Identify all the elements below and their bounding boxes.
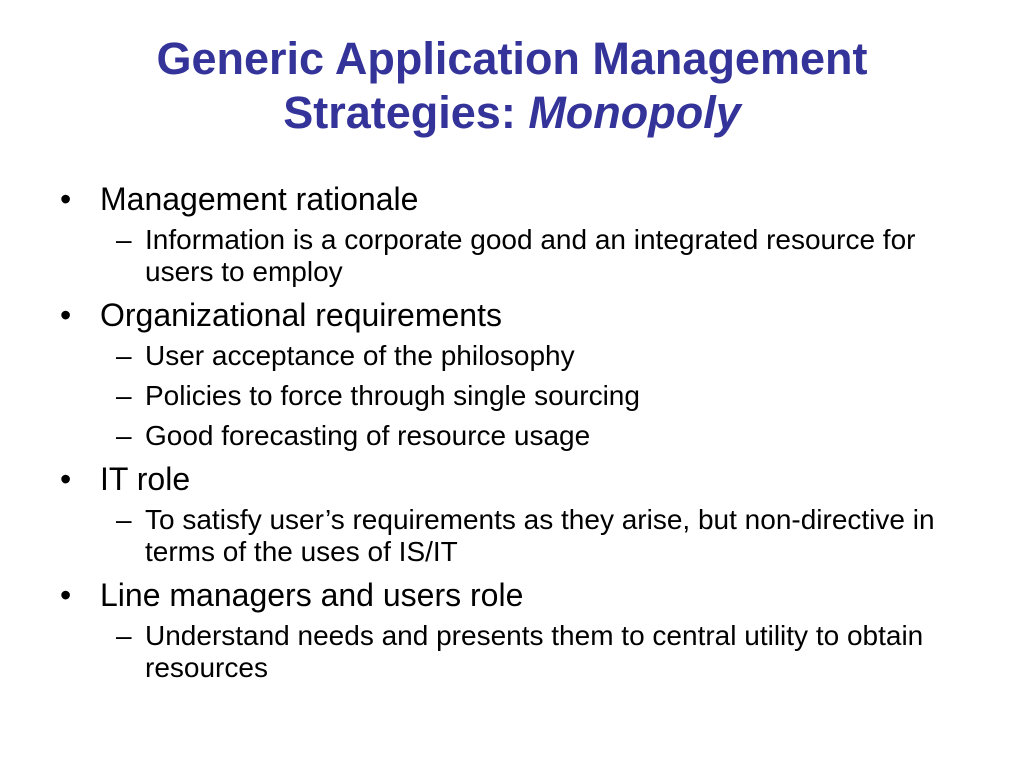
bullet-icon: • — [60, 181, 72, 217]
slide-title — [0, 32, 1024, 140]
dash-icon: – — [116, 620, 132, 651]
sub-bullet — [0, 620, 975, 684]
bullet-icon: • — [60, 577, 72, 613]
bullet-organizational-requirements — [0, 296, 960, 334]
sub-bullet-text: User acceptance of the philosophy — [145, 340, 575, 371]
sub-bullet-text: To satisfy user’s requirements as they arise, but non-directive in terms of the uses of IS/IT — [145, 504, 935, 567]
sub-bullet-text: Policies to force through single sourcing — [145, 380, 640, 411]
bullet-text: Management rationale — [100, 181, 419, 217]
bullet-icon: • — [60, 297, 72, 333]
sub-bullet — [0, 420, 975, 452]
dash-icon: – — [116, 504, 132, 535]
title-line-1: Generic Application Management — [156, 33, 868, 84]
bullet-management-rationale — [0, 180, 960, 218]
dash-icon: – — [116, 224, 132, 255]
sub-bullet — [0, 340, 975, 372]
dash-icon: – — [116, 380, 132, 411]
title-prefix: Strategies: — [283, 87, 529, 138]
dash-icon: – — [116, 420, 132, 451]
bullet-text: IT role — [100, 461, 191, 497]
title-line-2 — [0, 86, 1024, 140]
sub-bullet-text: Understand needs and presents them to central utility to obtain resources — [145, 620, 924, 683]
bullet-icon: • — [60, 461, 72, 497]
sub-bullet — [0, 224, 975, 288]
dash-icon: – — [116, 340, 132, 371]
sub-bullet-text: Good forecasting of resource usage — [145, 420, 591, 451]
title-emphasis: Monopoly — [528, 87, 741, 138]
bullet-line-managers-role — [0, 576, 960, 614]
bullet-list — [0, 180, 1024, 692]
sub-bullet — [0, 504, 975, 568]
sub-bullet-text: Information is a corporate good and an integrated resource for users to employ — [145, 224, 916, 287]
sub-bullet — [0, 380, 975, 412]
bullet-it-role — [0, 460, 960, 498]
bullet-text: Line managers and users role — [100, 577, 524, 613]
bullet-text: Organizational requirements — [100, 297, 502, 333]
